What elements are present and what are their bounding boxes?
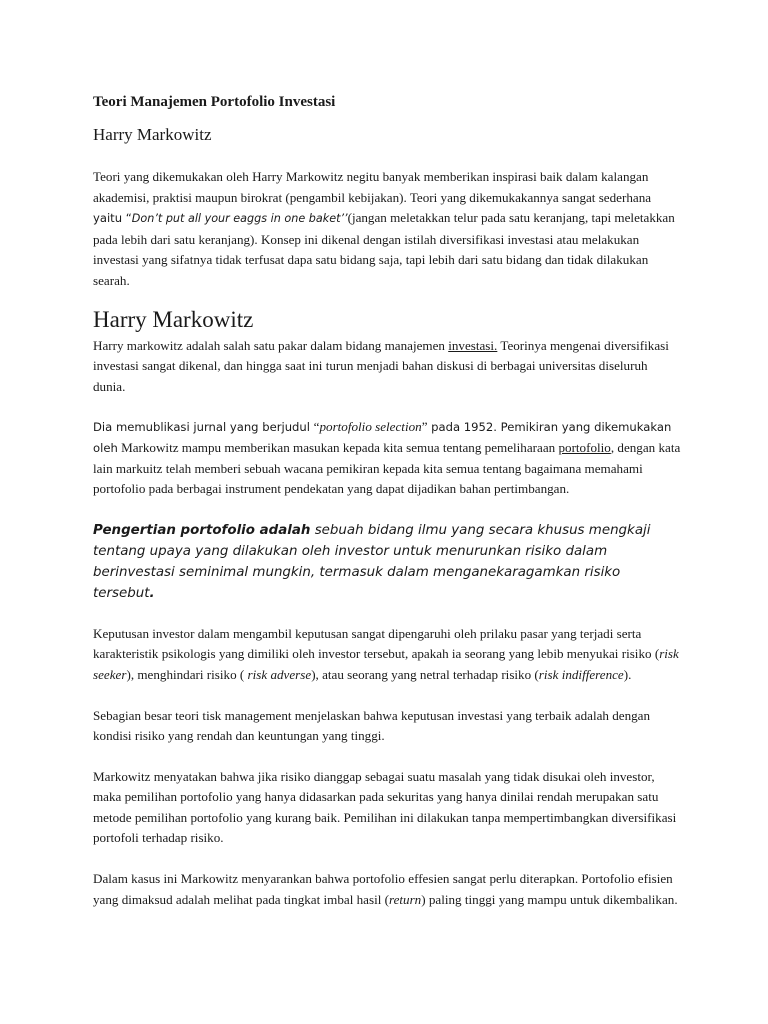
paragraph-text: “ <box>313 419 320 435</box>
paragraph-intro <box>93 167 683 292</box>
definition-end: . <box>149 585 155 601</box>
paragraph-markowitz-statement: Markowitz menyatakan bahwa jika risiko dianggap sebagai suatu masalah yang tidak disukai oleh investor, maka pemilihan portofolio yang hanya didasarkan pada sekuritas yang hanya dinilai rendah merupakan satu metode pemilihan portofolio yang kurang baik. Pemilihan ini dilakukan tanpa mempertimbangkan diversifikasi portofoli terhadap risiko. <box>93 768 677 846</box>
definition-paragraph <box>93 520 683 604</box>
paragraph-text: Markowitz mampu memberikan masukan kepada kita semua tentang pemeliharaan <box>117 439 559 455</box>
paragraph-text: , dengan kata lain markuitz telah memberi sebuah wacana pemikiran kepada kita semua tentang bagaimana memahami portofolio pada berbagai instrument pendekatan yang dapat dijadikan bahan pertimbangan. <box>93 439 681 497</box>
paragraph-text: Harry markowitz adalah salah satu pakar dalam bidang manajemen <box>93 337 449 353</box>
paragraph-investor-decision <box>93 624 683 686</box>
document-title: Teori Manajemen Portofolio Investasi <box>93 94 336 110</box>
paragraph-text: ). <box>623 666 632 682</box>
document-content <box>93 88 683 910</box>
paragraph-text: Teorinya mengenai diversifikasi investasi sangat dikenal, dan hingga saat ini turun menjadi bahan diskusi di berbagai universitas diseluruh dunia. <box>93 337 669 394</box>
paragraph-text: ), atau seorang yang netral terhadap risiko ( <box>311 666 539 682</box>
paragraph-text: yaitu “ <box>93 211 132 226</box>
portofolio-link[interactable]: portofolio <box>558 439 611 455</box>
paragraph-text: ) paling tinggi yang mampu untuk dikembalikan. <box>421 891 678 907</box>
paragraph-text: Keputusan investor dalam mengambil keputusan sangat dipengaruhi oleh prilaku pasar yang terjadi serta karakteristik psikologis yang dimiliki oleh investor tersebut, apakah ia seorang yang lebib menyukai risiko ( <box>93 625 660 662</box>
term-risk-adverse: risk adverse <box>247 666 312 682</box>
paragraph-risk-management: Sebagian besar teori tisk management menjelaskan bahwa keputusan investasi yang terbaik adalah dengan kondisi risiko yang rendah dan keuntungan yang tinggi. <box>93 707 651 744</box>
investasi-link[interactable]: investasi. <box>448 337 498 353</box>
term-risk-indifference: risk indifference <box>538 666 624 682</box>
paragraph-text: Dalam kasus ini Markowitz menyarankan bahwa portofolio effesien sangat perlu diterapkan. Portofolio efisien yang dimaksud adalah melihat pada tingkat imbal hasil ( <box>93 871 673 907</box>
definition-term: Pengertian portofolio adalah <box>93 522 311 538</box>
paragraph-text: Dia memublikasi jurnal yang berjudul <box>93 420 314 435</box>
journal-title: portofolio selection <box>319 419 422 435</box>
paragraph-biography <box>93 336 683 398</box>
document-subtitle: Harry Markowitz <box>93 125 212 144</box>
paragraph-efficient-portfolio <box>93 869 683 910</box>
paragraph-text: ” <box>421 419 428 435</box>
paragraph-text: ), menghindari risiko ( <box>126 666 248 682</box>
section-heading: Harry Markowitz <box>93 306 254 332</box>
quote-text: Don’t put all your eaggs in one baket’’ <box>131 212 348 226</box>
paragraph-text: pada 1952. Pemikiran yang dikemukakan oleh <box>93 420 672 455</box>
term-return: return <box>388 891 422 907</box>
definition-text: sebuah bidang ilmu yang secara khusus mengkaji tentang upaya yang dilakukan oleh investor untuk menurunkan risiko dalam berinvestasi seminimal mungkin, termasuk dalam menganekaragamkan risiko tersebut <box>93 522 651 601</box>
paragraph-publication <box>93 417 683 499</box>
paragraph-text: (jangan meletakkan telur pada satu keranjang, tapi meletakkan pada lebih dari satu keranjang). Konsep ini dikenal dengan istilah diversifikasi investasi atau melakukan investasi yang sifatnya tidak terfusat dapa satu bidang saja, tapi lebih dari satu bidang dan tidak dilakukan searah. <box>93 210 675 288</box>
paragraph-text: Teori yang dikemukakan oleh Harry Markowitz negitu banyak memberikan inspirasi baik dalam kalangan akademisi, praktisi maupun birokrat (pengambil kebijakan). Teori yang dikemukakannya sangat sederhana <box>93 169 652 205</box>
term-risk-seeker: risk seeker <box>93 646 679 682</box>
